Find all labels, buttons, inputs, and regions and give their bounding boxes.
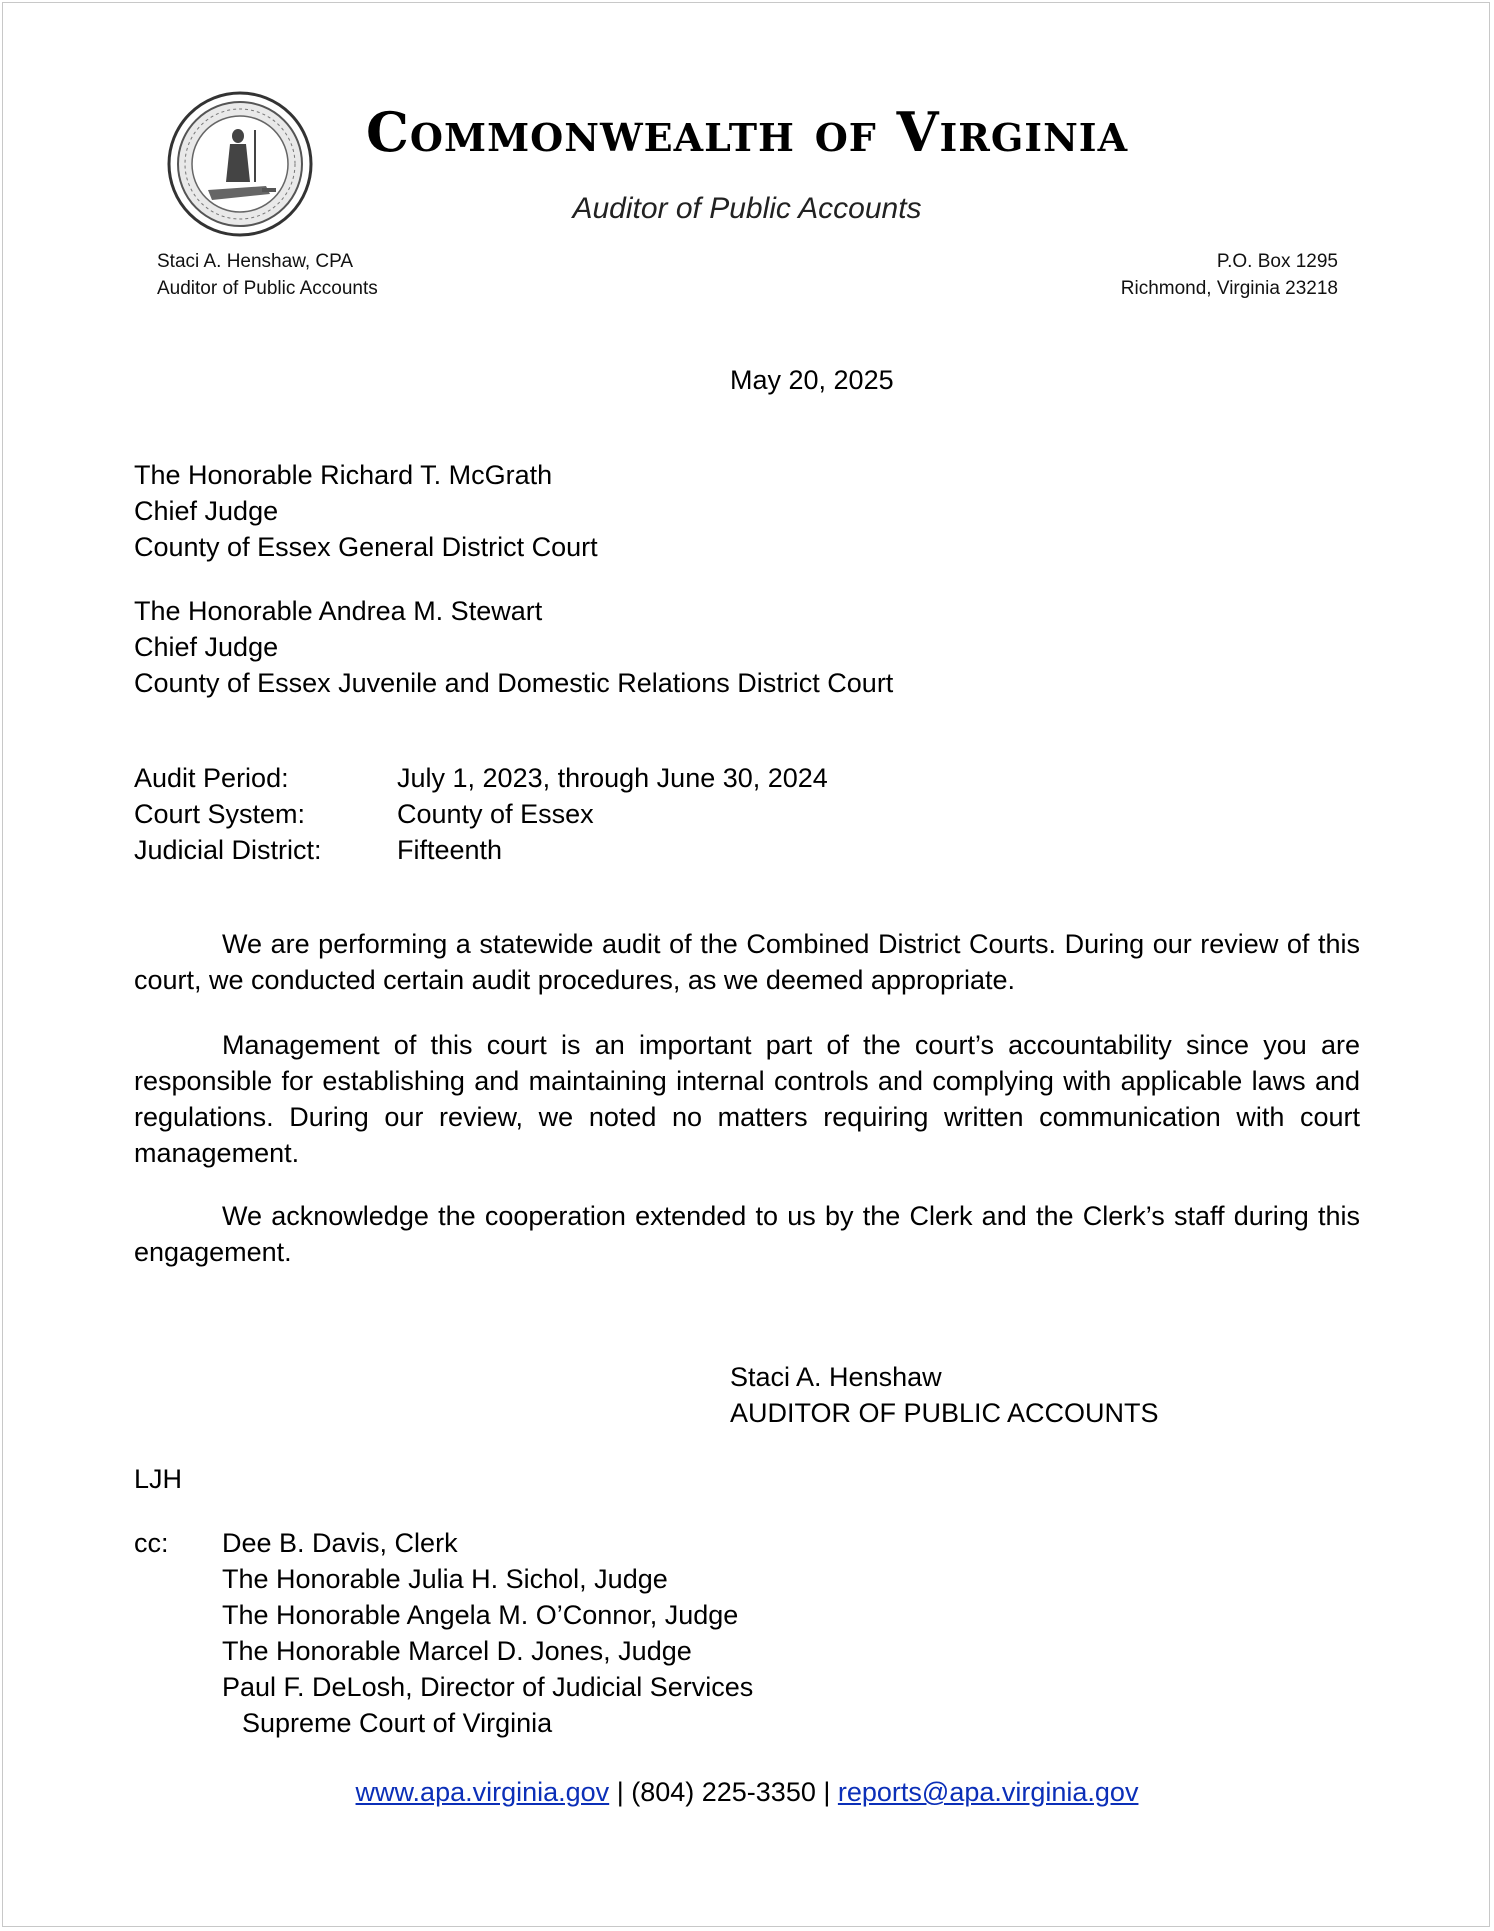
meta-label: Judicial District: bbox=[134, 835, 322, 865]
signer-name: Staci A. Henshaw bbox=[730, 1362, 942, 1392]
addressee-name: The Honorable Andrea M. Stewart bbox=[134, 596, 543, 626]
auditor-title: Auditor of Public Accounts bbox=[157, 278, 378, 299]
meta-label: Audit Period: bbox=[134, 763, 289, 793]
cc-recipient: Dee B. Davis, Clerk bbox=[222, 1528, 458, 1558]
audit-meta-row bbox=[134, 796, 828, 832]
po-box: P.O. Box 1295 bbox=[1216, 251, 1338, 272]
phone-number: (804) 225-3350 bbox=[631, 1777, 816, 1807]
body-paragraph: Management of this court is an important part of the court’s accountability since you are responsible for establishing and maintaining internal controls and complying with applicable laws and regulations. During our review, we noted no matters requiring written communication with court management. bbox=[134, 1030, 1360, 1168]
office-address-block bbox=[1121, 248, 1338, 302]
footer-contact bbox=[0, 1777, 1494, 1808]
meta-value: July 1, 2023, through June 30, 2024 bbox=[397, 763, 828, 793]
cc-label: cc: bbox=[134, 1528, 169, 1558]
addressee-title: Chief Judge bbox=[134, 632, 279, 662]
website-link[interactable]: www.apa.virginia.gov bbox=[355, 1777, 610, 1807]
cc-recipient: Paul F. DeLosh, Director of Judicial Services bbox=[222, 1672, 754, 1702]
cc-recipient: The Honorable Julia H. Sichol, Judge bbox=[222, 1564, 668, 1594]
addressee-name: The Honorable Richard T. McGrath bbox=[134, 460, 553, 490]
audit-meta-row bbox=[134, 760, 828, 796]
audit-meta-row bbox=[134, 832, 828, 868]
meta-value: Fifteenth bbox=[397, 835, 503, 865]
typist-initials: LJH bbox=[134, 1464, 183, 1494]
meta-label: Court System: bbox=[134, 799, 306, 829]
signer-title: AUDITOR OF PUBLIC ACCOUNTS bbox=[730, 1398, 1159, 1428]
cc-recipient: Supreme Court of Virginia bbox=[242, 1708, 553, 1738]
meta-value: County of Essex bbox=[397, 799, 594, 829]
footer-separator: | bbox=[609, 1777, 632, 1807]
city-state-zip: Richmond, Virginia 23218 bbox=[1120, 278, 1338, 299]
cc-recipient: The Honorable Marcel D. Jones, Judge bbox=[222, 1636, 692, 1666]
addressee-court: County of Essex General District Court bbox=[134, 532, 598, 562]
addressee-block bbox=[134, 593, 893, 701]
body-paragraph: We acknowledge the cooperation extended to us by the Clerk and the Clerk’s staff during this engagement. bbox=[134, 1201, 1360, 1267]
letter-date: May 20, 2025 bbox=[730, 365, 894, 395]
cc-recipient: The Honorable Angela M. O’Connor, Judge bbox=[222, 1600, 739, 1630]
addressee-court: County of Essex Juvenile and Domestic Relations District Court bbox=[134, 668, 894, 698]
body-paragraph: We are performing a statewide audit of the Combined District Courts. During our review of this court, we conducted certain audit procedures, as we deemed appropriate. bbox=[134, 929, 1360, 995]
footer-separator: | bbox=[815, 1777, 838, 1807]
auditor-name-block bbox=[157, 248, 378, 302]
auditor-name: Staci A. Henshaw, CPA bbox=[157, 251, 354, 272]
addressee-title: Chief Judge bbox=[134, 496, 279, 526]
letterhead-title: Commonwealth of Virginia bbox=[365, 100, 1129, 164]
letterhead-subtitle: Auditor of Public Accounts bbox=[572, 192, 922, 225]
cc-list bbox=[222, 1525, 753, 1741]
signature-block bbox=[730, 1359, 1159, 1431]
email-link[interactable]: reports@apa.virginia.gov bbox=[837, 1777, 1139, 1807]
addressee-block bbox=[134, 457, 598, 565]
audit-meta-table bbox=[134, 760, 828, 868]
